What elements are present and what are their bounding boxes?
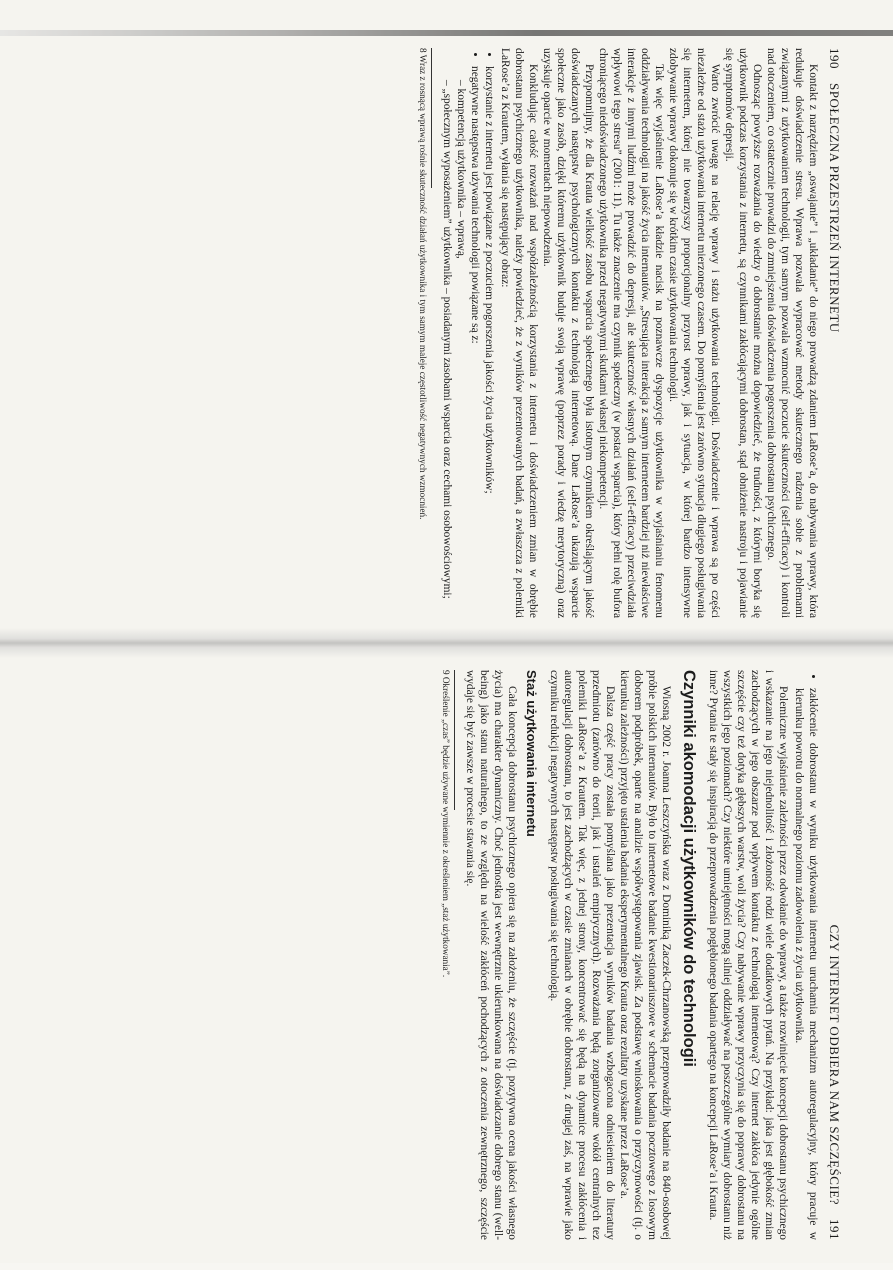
list-item <box>440 66 482 618</box>
subsection-heading: Staż użytkowania internetu <box>524 670 539 837</box>
right-paragraph: Wiosną 2002 r. Joanna Leszczyńska wraz z Dominiką Zaczek-Chrzanowską przeprowadziły badanie na 840-osobowej próbie polskich internautów. Było to internetowe badanie kwestionariuszowe w schemacie badania pocztowego z losowym doborem podpróbek, oparte na analizie współwystępowania zjawisk. Za podstawę wnioskowania o przyczynowości (tj. o kierunku zależności) przyjęto ustalenia badania eksperymentalnego Krauta oraz rezultaty uzyskane przez LaRose’a. <box>618 670 672 1240</box>
right-running-title: CZY INTERNET ODBIERA NAM SZCZĘŚCIE? <box>827 924 842 1205</box>
section-heading: Czynniki akomodacji użytkowników do technologii <box>680 670 698 1067</box>
left-paragraph: Przypomnijmy, że dla Krauta wielkość zasobu wsparcia społecznego była istotnym czynnikiem określającym jakość doświadczanych następstw psychologicznych kontaktu z technologią internetową. Dane LaRose’a ukazują wsparcie społeczne jako zasób, dzięki któremu użytkownik buduje swoją wprawę (poprzez porady i wiedzę merytoryczną) oraz uzyskuje oparcie w momentach niepowodzenia. <box>541 48 595 618</box>
list-item: • korzystanie z internetu jest powiązane z poczuciem pogorszenia jakości życia użytkowników; <box>482 66 496 618</box>
footnote-rule <box>431 48 432 188</box>
left-paragraph: Odnosząc powyższe rozważania do wiedzy o dobrostanie można dopowiedzieć, że trudności, z którymi boryka się użytkownik podczas korzystania z internetu, są czynnikami zakłócającymi dobrostan, stąd obniżenie nastroju i pojawianie się symptomów depresji. <box>723 48 763 618</box>
left-page-number: 190 <box>827 48 842 69</box>
left-paragraph: Tak więc wyjaśnienie LaRose’a kładzie nacisk na poznawcze dyspozycje użytkownika w wyjaśnianiu fenomenu oddziaływania technologii na jakość życia internautów. „Stresująca interakcja z samym internetem bardziej niż niewłaściwe interakcje z innymi ludźmi może prowadzić do depresji, ale skuteczność własnych działań (self-efficacy) przeciwdziała wpływowi tego stresu” (2001: 11). Tu także znaczenie ma czynnik społeczny (w postaci wsparcia), który pełni rolę bufora chroniącego niedoświadczonego użytkownika przed negatywnymi skutkami własnej niekompetencji. <box>597 48 665 618</box>
right-footnote: 9 Określenie „czas” będzie używane wymiennie z określeniem „staż użytkowania”. <box>441 670 451 978</box>
dash-list <box>440 66 468 618</box>
right-paragraph: Cała koncepcja dobrostanu psychicznego opiera się na założeniu, że szczęście (tj. pozytywna ocena jakości własnego życia) ma charakter dynamiczny. Choć jednostka jest wewnętrznie ukierunkowana na doświadczanie dobrego stanu (well-being) jako stanu naturalnego, to ze względu na wielość zakłóceń pochodzących z otoczenia zewnętrznego, szczęście wydaje się być zawsze w procesie stawania się. <box>464 670 518 1240</box>
right-page <box>2 670 842 1270</box>
right-page-header <box>826 670 842 1240</box>
right-paragraph: Dalsza część pracy została pomyślana jako prezentacja wyników badania wzbogacona odniesieniem do literatury przedmiotu (zarówno do teorii, jak i ustaleń empirycznych). Rozważania będą zorganizowane wokół centralnych tez polemiki LaRose’a z Krautem. Tak więc, z jednej strony, koncentrować się będą na dynamice procesu zakłócenia i autoregulacji dobrostanu, to jest zachodzących w czasie zmianach w obrębie dobrostanu, z drugiej zaś, na wprawie jako czynniku redukcji negatywnych następstw posługiwania się technologią. <box>548 670 616 1240</box>
right-paragraph: Polemiczne wyjaśnienie zależności przez odwołanie do wprawy, a także rozwinięcie koncepcji dobrostanu psychicznego i wskazanie na jego niejednolitość i złożoność rodzi wiele dodatkowych pytań. Na przykład: jaka jest głębokość zmian zachodzących w jego obszarze pod wpływem kontaktu z technologią internetową? Czy internet zakłóca jedynie ogólne szczęście czy też dotyka głębszych warstw, woli życia? Czy nabywanie wprawy przyczynia się do poprawy dobrostanu na wszystkich jego poziomach? Czy niektóre umiejętności mogą silniej oddziaływać na poszczególne wymiary dobrostanu niż inne? Pytania te stały się inspiracją do przeprowadzenia pogłębionego badania opartego na koncepcji LaRose’a i Krauta. <box>707 670 789 1240</box>
right-bullet-list <box>792 670 820 1240</box>
dash-item: – „społecznym wyposażeniem” użytkownika – posiadanymi zasobami wsparcia oraz cechami osobowościowymi; <box>440 80 454 618</box>
left-page <box>2 48 842 648</box>
left-running-title: SPOŁECZNA PRZESTRZEŃ INTERNETU <box>827 83 842 333</box>
list-item-text: negatywne następstwa używania technologii powiązane są z: <box>469 66 481 344</box>
footnote-rule <box>454 670 455 810</box>
left-page-header <box>826 48 842 618</box>
left-bullet-list <box>440 48 496 618</box>
list-item: • zakłócenie dobrostanu w wyniku użytkowania internetu uruchamia mechanizm autoregulacyjny, który pracuje w kierunku powrotu do normalnego poziomu zadowolenia z życia użytkownika. <box>792 688 820 1240</box>
right-page-number: 191 <box>827 1219 842 1240</box>
left-paragraph: Konkludując całość rozważań nad współzależnością korzystania z internetu i doświadczeniem zmian w obrębie dobrostanu psychicznego użytkownika, należy powiedzieć, że z wyników prezentowanych badań, a zwłaszcza z polemiki LaRose’a z Krautem, wyłania się następujący obraz: <box>499 48 539 618</box>
left-footnote: 8 Wraz z rosnącą wprawą rośnie skuteczność działań użytkownika i tym samym maleje częstotliwość negatywnych wzmocnień. <box>418 48 428 520</box>
dash-item: – kompetencją użytkownika – wprawą, <box>454 80 468 618</box>
left-paragraph: Kontakt z narzędziem „oswajanie” i „układanie” do niego prowadzą zdaniem LaRose’a, do nabywania wprawy, która redukuje doświadczenie stresu. Wprawa pozwala wypracować metody skutecznego radzenia sobie z problemami związanymi z użytkowaniem technologii, tym samym pozwala wzmocnić poczucie skuteczności (self-efficacy) i kontroli nad otoczeniem, co ostatecznie prowadzi do zmniejszenia doświadczenia pogorszenia dobrostanu psychicznego. <box>765 48 819 618</box>
left-paragraph: Warto zwrócić uwagę na relację wprawy i stażu użytkowania technologii. Doświadczenie i wprawa są po części niezależne od stażu użytkowania internetu mierzonego czasem. Do pomyślenia jest zarówno sytuacja długiego posługiwania się internetem, której nie towarzyszy proporcjonalny przyrost wprawy, jak i sytuacja, w której bardzo intensywne zdobywanie wprawy dokonuje się w krótkim czasie użytkowania technologii. <box>667 48 721 618</box>
